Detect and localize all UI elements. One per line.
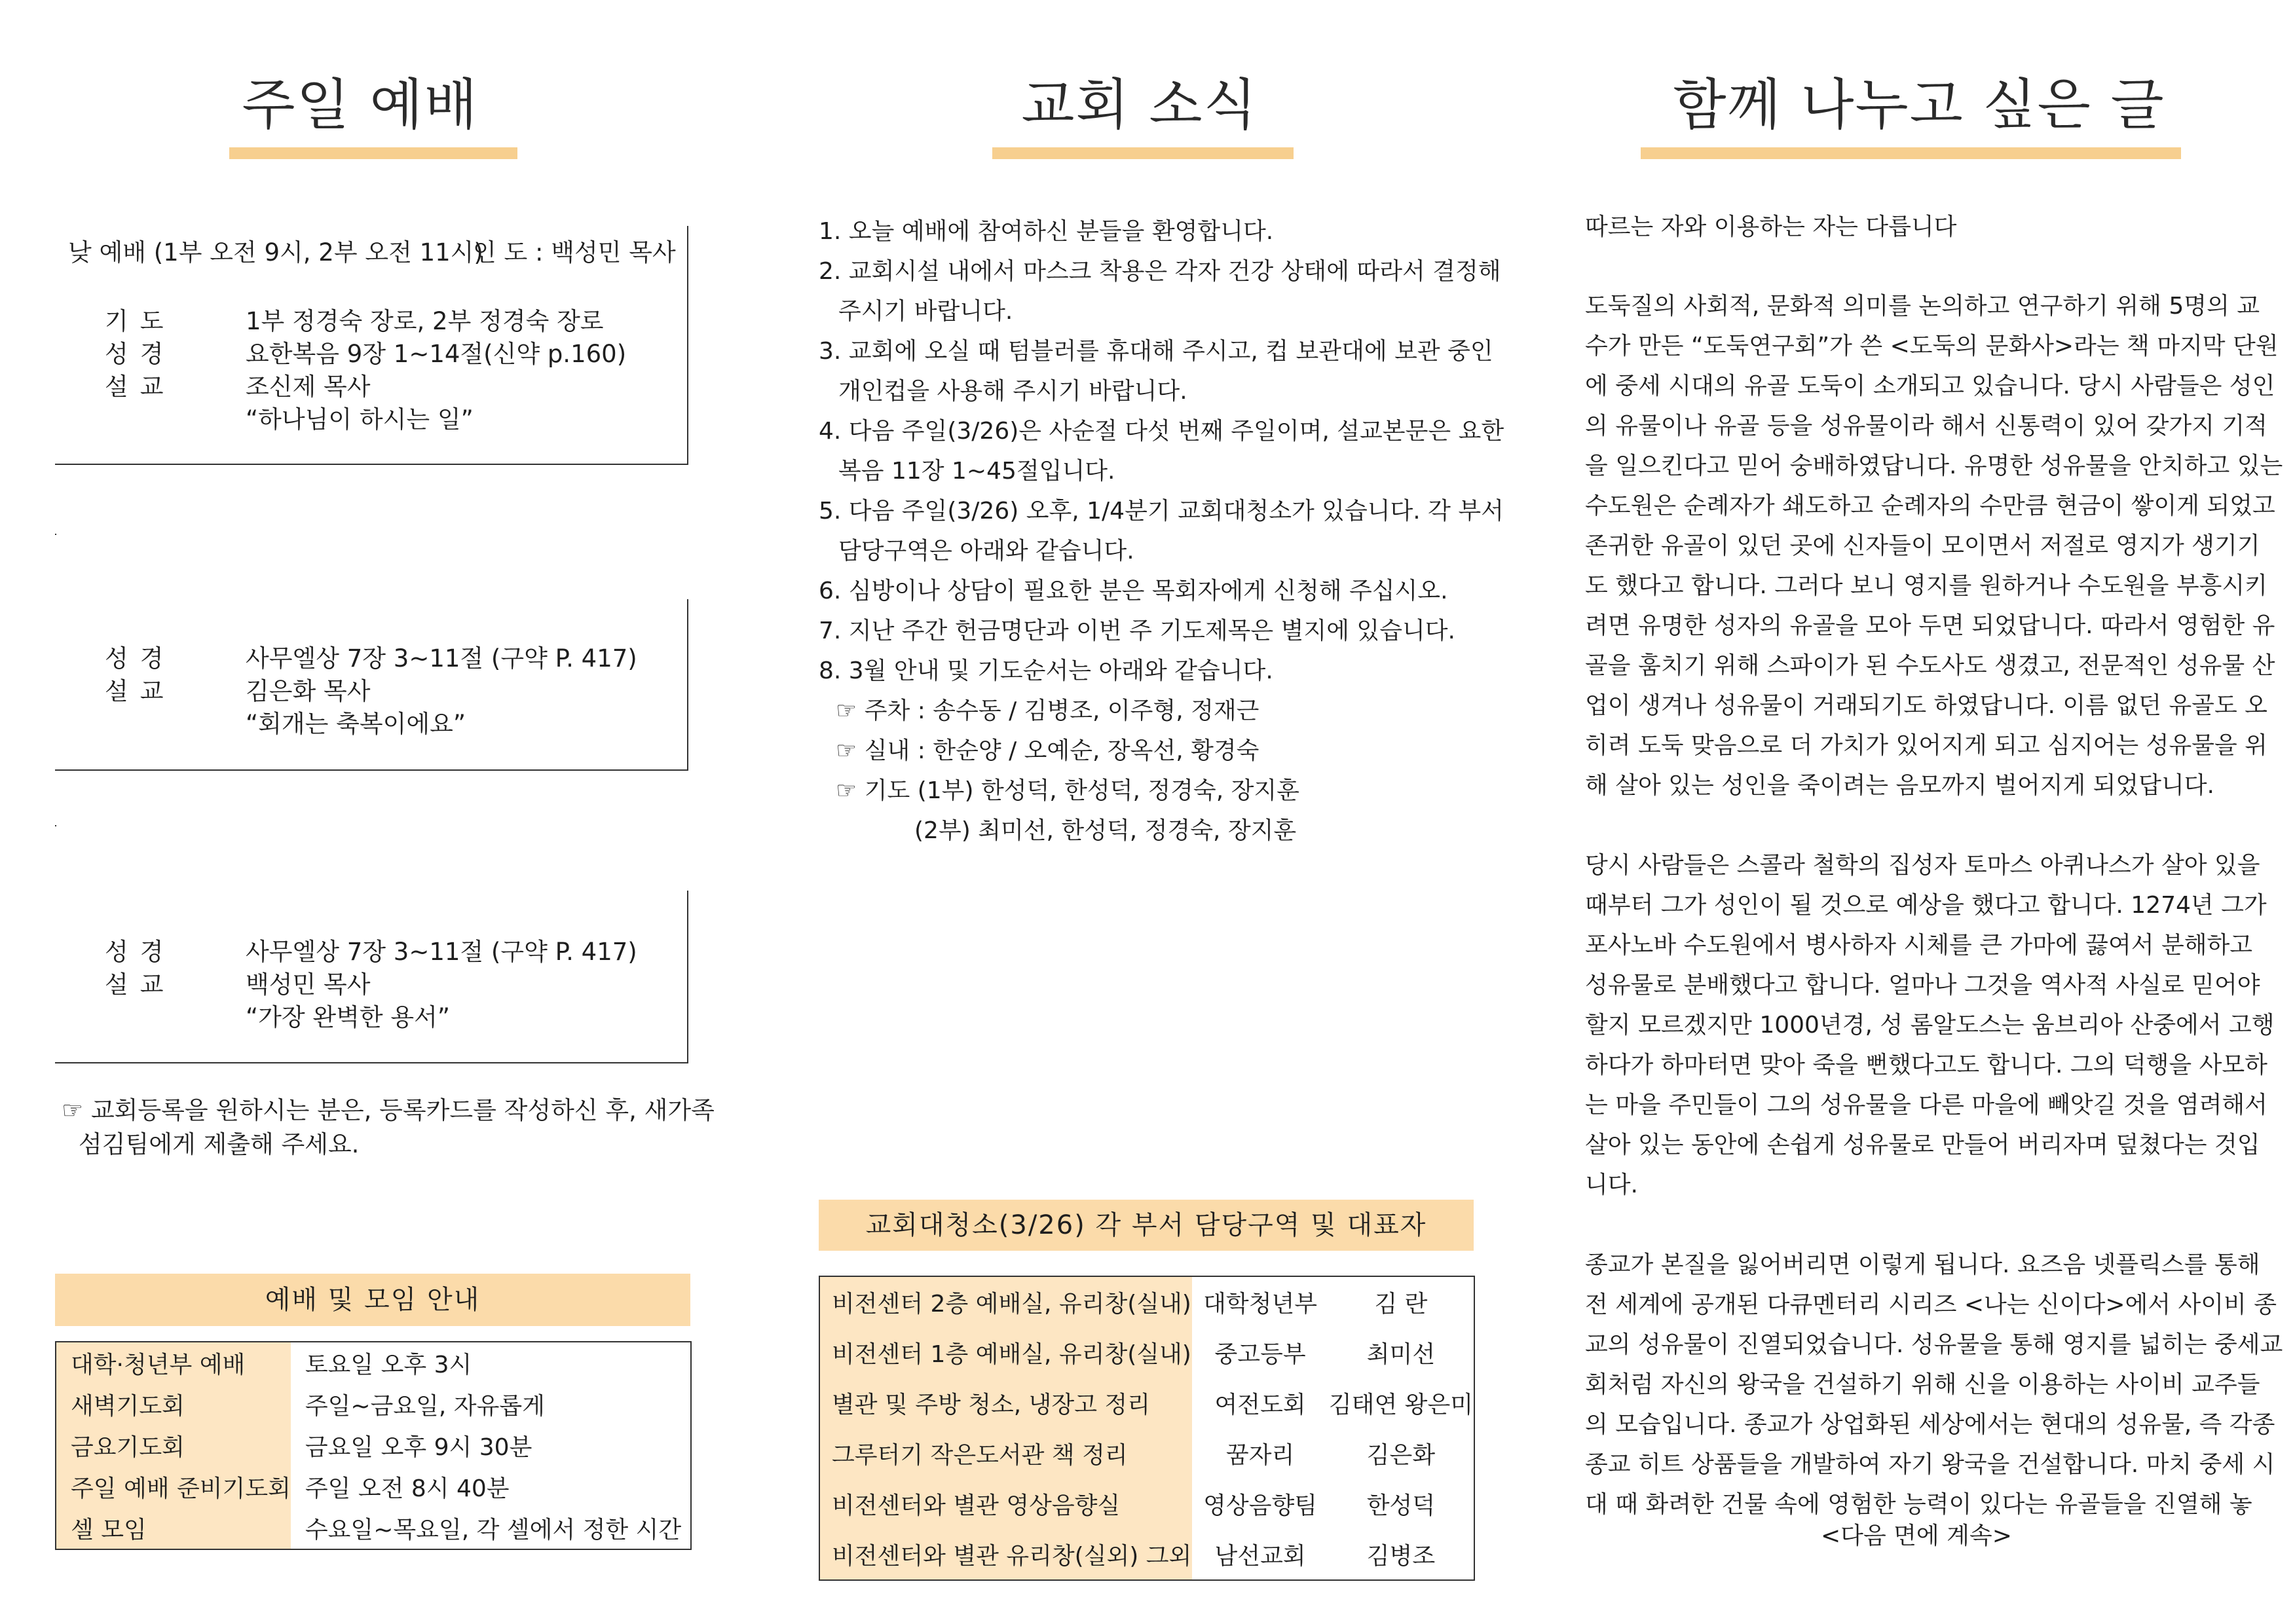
essay-line: 에 중세 시대의 유골 도둑이 소개되고 있습니다. 당시 사람들은 성인 <box>1585 373 2275 399</box>
cleaning-area: 비전센터 2층 예배실, 유리창(실내) <box>819 1276 1192 1327</box>
row-value: “회개는 축복이에요” <box>246 710 466 738</box>
heading-church-news: 교회 소식 <box>1021 73 1258 137</box>
duty-item-cont: (2부) 최미선, 한성덕, 정경숙, 장지훈 <box>914 817 1297 844</box>
guide-table <box>55 1341 692 1550</box>
heading-underline <box>229 147 517 159</box>
essay-title: 따르는 자와 이용하는 자는 다릅니다 <box>1585 213 1957 240</box>
guide-value: 주일 오전 8시 40분 <box>291 1466 691 1507</box>
service-leader: 인 도 : 백성민 목사 <box>473 238 676 267</box>
cleaning-area: 비전센터와 별관 영상음향실 <box>819 1479 1192 1529</box>
table-row <box>819 1378 1474 1428</box>
essay-paragraph <box>1585 286 2283 805</box>
heading-shared-writing: 함께 나누고 싶은 글 <box>1673 73 2165 137</box>
essay-line: 때부터 그가 성인이 될 것으로 예상을 했다고 합니다. 1274년 그가 <box>1585 892 2267 919</box>
table-row <box>819 1529 1474 1580</box>
table-row <box>819 1327 1474 1378</box>
row-value: “가장 완벽한 용서” <box>246 1003 451 1031</box>
essay-paragraph <box>1585 845 2275 1205</box>
news-item: 7. 지난 주간 헌금명단과 이번 주 기도제목은 별지에 있습니다. <box>819 618 1455 644</box>
pointing-hand-icon: ☞ <box>62 1096 84 1124</box>
row-label: 설교 <box>105 373 176 401</box>
essay-line: 니다. <box>1585 1172 1638 1198</box>
table-row <box>56 1466 691 1507</box>
news-item-cont: 주시기 바랍니다. <box>838 298 1013 325</box>
news-item-cont: 개인컵을 사용해 주시기 바랍니다. <box>838 378 1187 405</box>
news-item: 1. 오늘 예배에 참여하신 분들을 환영합니다. <box>819 218 1274 245</box>
table-row <box>819 1276 1474 1327</box>
row-value: “하나님이 하시는 일” <box>246 405 474 434</box>
note-line: 섬김팀에게 제출해 주세요. <box>79 1130 360 1158</box>
row-value: 1부 정경숙 장로, 2부 정경숙 장로 <box>246 307 604 335</box>
table-row <box>819 1479 1474 1529</box>
guide-value: 주일~금요일, 자유롭게 <box>291 1384 691 1425</box>
essay-line: 도둑질의 사회적, 문화적 의미를 논의하고 연구하기 위해 5명의 교 <box>1585 293 2260 320</box>
guide-value: 토요일 오후 3시 <box>291 1342 691 1384</box>
essay-line: 수가 만든 “도둑연구회”가 쓴 <도둑의 문화사>라는 책 마지막 단원 <box>1585 333 2279 360</box>
table-row <box>56 1507 691 1549</box>
cleaning-rep: 한성덕 <box>1366 1492 1436 1519</box>
cleaning-rep: 최미선 <box>1366 1341 1436 1368</box>
cleaning-dept: 대학청년부 <box>1203 1291 1318 1318</box>
note-line: 교회등록을 원하시는 분은, 등록카드를 작성하신 후, 새가족 <box>90 1096 715 1124</box>
table-row <box>56 1425 691 1466</box>
pointing-hand-icon: ☞ <box>836 697 857 724</box>
duty-text: 주차 : 송수동 / 김병조, 이주형, 정재근 <box>864 697 1259 724</box>
cleaning-rep: 김 란 <box>1374 1291 1428 1318</box>
row-value: 사무엘상 7장 3~11절 (구약 P. 417) <box>246 938 637 966</box>
table-row <box>56 1342 691 1384</box>
essay-line: 대 때 화려한 건물 속에 영험한 능력이 있다는 유골들을 진열해 놓 <box>1585 1491 2252 1518</box>
guide-key: 새벽기도회 <box>56 1384 291 1425</box>
table-row <box>56 1384 691 1425</box>
row-value: 조신제 목사 <box>246 373 371 401</box>
essay-line: 존귀한 유골이 있던 곳에 신자들이 모이면서 저절로 영지가 생기기 <box>1585 532 2260 559</box>
essay-line: 도 했다고 합니다. 그러다 보니 영지를 원하거나 수도원을 부흥시키 <box>1585 572 2267 599</box>
pointing-hand-icon: ☞ <box>836 777 857 804</box>
essay-body <box>1585 286 2283 1524</box>
row-value: 사무엘상 7장 3~11절 (구약 P. 417) <box>246 644 637 673</box>
news-item: 5. 다음 주일(3/26) 오후, 1/4분기 교회대청소가 있습니다. 각 부서 <box>819 498 1504 525</box>
duty-item <box>819 771 1504 811</box>
cleaning-header: 교회대청소(3/26) 각 부서 담당구역 및 대표자 <box>819 1200 1474 1251</box>
cleaning-table <box>819 1276 1475 1581</box>
heading-underline <box>1641 147 2181 159</box>
duty-item <box>819 691 1504 731</box>
essay-line: 당시 사람들은 스콜라 철학의 집성자 토마스 아퀴나스가 살아 있을 <box>1585 852 2260 879</box>
row-label: 성경 <box>105 938 176 966</box>
essay-line: 는 마을 주민들이 그의 성유물을 다른 마을에 빼앗길 것을 염려해서 <box>1585 1092 2267 1118</box>
guide-value: 수요일~목요일, 각 셀에서 정한 시간 <box>291 1507 691 1549</box>
cleaning-rep: 김병조 <box>1366 1543 1436 1570</box>
essay-line: 골을 훔치기 위해 스파이가 된 수도사도 생겼고, 전문적인 성유물 산 <box>1585 652 2275 679</box>
heading-sunday-worship: 주일 예배 <box>242 73 479 137</box>
essay-line: 려면 유명한 성자의 유골을 모아 두면 되었답니다. 따라서 영험한 유 <box>1585 612 2275 639</box>
essay-line: 업이 생겨나 성유물이 거래되기도 하였답니다. 이름 없던 유골도 오 <box>1585 692 2267 719</box>
row-value: 요한복음 9장 1~14절(신약 p.160) <box>246 340 627 368</box>
essay-line: 의 유물이나 유골 등을 성유물이라 해서 신통력이 있어 갖가지 기적 <box>1585 413 2267 439</box>
news-item-cont: 담당구역은 아래와 같습니다. <box>838 538 1134 564</box>
news-item: 4. 다음 주일(3/26)은 사순절 다섯 번째 주일이며, 설교본문은 요한 <box>819 418 1504 445</box>
guide-header: 예배 및 모임 안내 <box>55 1274 690 1326</box>
essay-line: 성유물로 분배했다고 합니다. 얼마나 그것을 역사적 사실로 믿어야 <box>1585 972 2260 999</box>
row-label: 기도 <box>105 307 176 335</box>
cleaning-rep: 김은화 <box>1366 1442 1436 1469</box>
news-item: 8. 3월 안내 및 기도순서는 아래와 같습니다. <box>819 657 1273 684</box>
essay-line: 살아 있는 동안에 손쉽게 성유물로 만들어 버리자며 덮쳤다는 것입 <box>1585 1132 2260 1158</box>
duty-text: 기도 (1부) 한성덕, 한성덕, 정경숙, 장지훈 <box>864 777 1299 804</box>
row-label: 성경 <box>105 340 176 368</box>
essay-line: 하다가 하마터면 맞아 죽을 뻔했다고도 합니다. 그의 덕행을 사모하 <box>1585 1052 2267 1079</box>
essay-line: 히려 도둑 맞음으로 더 가치가 있어지게 되고 심지어는 성유물을 위 <box>1585 732 2267 759</box>
guide-value: 금요일 오후 9시 30분 <box>291 1425 691 1466</box>
news-item-cont: 복음 11장 1~45절입니다. <box>838 458 1115 485</box>
news-item: 6. 심방이나 상담이 필요한 분은 목회자에게 신청해 주십시오. <box>819 578 1448 604</box>
row-label: 설교 <box>105 970 176 999</box>
news-item: 3. 교회에 오실 때 텀블러를 휴대해 주시고, 컵 보관대에 보관 중인 <box>819 338 1493 365</box>
guide-key: 대학·청년부 예배 <box>56 1342 291 1384</box>
cleaning-area: 비전센터와 별관 유리창(실외) 그외 <box>819 1529 1192 1580</box>
cleaning-rep: 김태연 왕은미 <box>1328 1392 1473 1418</box>
essay-line: 종교 히트 상품들을 개발하여 자기 왕국을 건설합니다. 마치 중세 시 <box>1585 1451 2275 1478</box>
duty-item <box>819 731 1504 771</box>
cleaning-area: 별관 및 주방 청소, 냉장고 정리 <box>819 1378 1192 1428</box>
continue-note: <다음 면에 계속> <box>1821 1522 2012 1549</box>
registration-note <box>62 1094 715 1162</box>
news-list <box>819 212 1504 851</box>
row-label: 성경 <box>105 644 176 673</box>
news-item: 2. 교회시설 내에서 마스크 착용은 각자 건강 상태에 따라서 결정해 <box>819 258 1501 285</box>
essay-line: 할지 모르겠지만 1000년경, 성 롬알도스는 움브리아 산중에서 고행 <box>1585 1012 2275 1039</box>
cleaning-dept: 꿈자리 <box>1225 1442 1295 1469</box>
cleaning-dept: 중고등부 <box>1214 1341 1306 1368</box>
essay-line: 의 모습입니다. 종교가 상업화된 세상에서는 현대의 성유물, 즉 각종 <box>1585 1411 2275 1438</box>
essay-line: 회처럼 자신의 왕국을 건설하기 위해 신을 이용하는 사이비 교주들 <box>1585 1371 2260 1398</box>
row-value: 백성민 목사 <box>246 970 371 999</box>
essay-paragraph <box>1585 1245 2283 1524</box>
row-label: 설교 <box>105 677 176 705</box>
duty-text: 실내 : 한순양 / 오예순, 장옥선, 황경숙 <box>864 737 1259 764</box>
cleaning-dept: 영상음향팀 <box>1203 1492 1318 1519</box>
essay-line: 해 살아 있는 성인을 죽이려는 음모까지 벌어지게 되었답니다. <box>1585 772 2214 799</box>
cleaning-dept: 여전도회 <box>1214 1392 1306 1418</box>
cleaning-area: 비전센터 1층 예배실, 유리창(실내) <box>819 1327 1192 1378</box>
essay-line: 전 세계에 공개된 다큐멘터리 시리즈 <나는 신이다>에서 사이비 종 <box>1585 1291 2277 1318</box>
service-title: 낮 예배 (1부 오전 9시, 2부 오전 11시) <box>68 238 483 267</box>
pointing-hand-icon: ☞ <box>836 737 857 764</box>
essay-line: 교의 성유물이 진열되었습니다. 성유물을 통해 영지를 넓히는 중세교 <box>1585 1331 2283 1358</box>
guide-key: 주일 예배 준비기도회 <box>56 1466 291 1507</box>
heading-underline <box>992 147 1294 159</box>
essay-line: 종교가 본질을 잃어버리면 이렇게 됩니다. 요즈음 넷플릭스를 통해 <box>1585 1251 2260 1278</box>
essay-line: 수도원은 순례자가 쇄도하고 순례자의 수만큼 현금이 쌓이게 되었고 <box>1585 492 2275 519</box>
guide-key: 금요기도회 <box>56 1425 291 1466</box>
essay-line: 을 일으킨다고 믿어 숭배하였답니다. 유명한 성유물을 안치하고 있는 <box>1585 452 2283 479</box>
essay-line: 포사노바 수도원에서 병사하자 시체를 큰 가마에 끓여서 분해하고 <box>1585 932 2253 959</box>
table-row <box>819 1428 1474 1479</box>
row-value: 김은화 목사 <box>246 677 371 705</box>
guide-key: 셀 모임 <box>56 1507 291 1549</box>
cleaning-area: 그루터기 작은도서관 책 정리 <box>819 1428 1192 1479</box>
cleaning-dept: 남선교회 <box>1214 1543 1306 1570</box>
